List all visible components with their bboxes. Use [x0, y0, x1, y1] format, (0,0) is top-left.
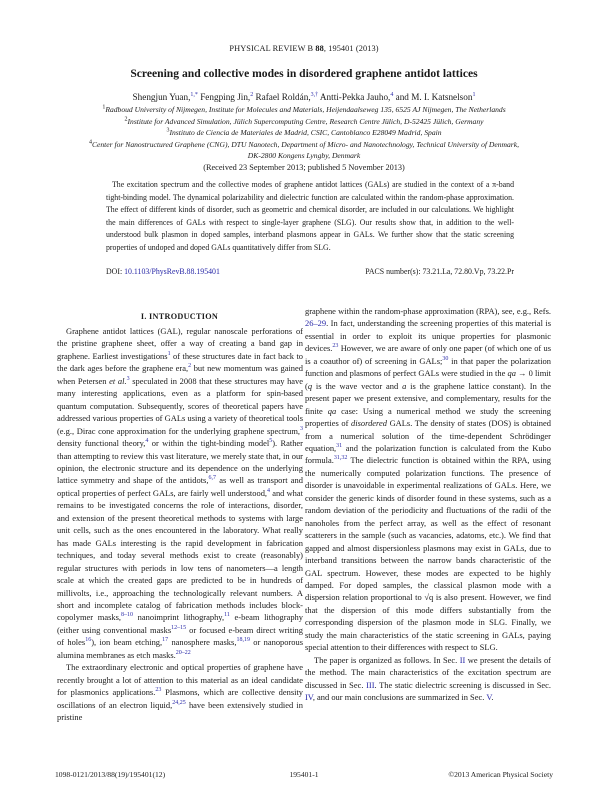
pacs-numbers: PACS number(s): 73.21.La, 72.80.Vp, 73.22.Pr — [365, 267, 514, 276]
affiliation-line: $^2$Institute for Advanced Simulation, Jülich Supercomputing Centre, Research Centre Jülich, D-52425 Jülich, Germany — [124, 116, 484, 126]
section-heading: I. INTRODUCTION — [140, 312, 219, 321]
intro-paragraph-2: The extraordinary electronic and optical properties of graphene have recently brought a lot of attention to this material as an ideal candidate for plasmonics applications.$^{23}$ Plasmons, which are collective density oscillations of an electron liquid,$^{24,25}$ have been extensively studied in pristine — [57, 662, 304, 723]
italic-text: q — [307, 380, 313, 391]
paper-title: Screening and collective modes in disordered graphene antidot lattices — [130, 67, 478, 80]
right-column — [305, 305, 551, 704]
inline-link[interactable]: II — [459, 654, 466, 665]
citation-ref[interactable]: 3 — [300, 425, 303, 432]
doi-link[interactable]: 10.1103/PhysRevB.88.195401 — [124, 267, 220, 276]
affiliations — [0, 104, 608, 162]
citation-ref[interactable]: 24,25 — [172, 699, 186, 706]
author-affiliation-ref[interactable]: 1 — [472, 91, 476, 98]
citation-ref[interactable]: 23 — [155, 687, 162, 694]
citation-ref[interactable]: 30 — [442, 356, 449, 362]
intro-paragraph-1: Graphene antidot lattices (GAL), regular nanoscale perforations of the pristine graphene sheet, offer a way of creating a band gap in graphene. Earliest investigations$^1$ of these structures date in fact back to the dark ages before the graphene era,$^2$ but new momentum was gained when Petersen et al.$^3$ speculated in 2008 that these structures may have many interesting applications, even as a platform for spin-based quantum computation. Subsequently, scores of theoretical papers have addressed various properties of GALs using a variety of theoretical tools (e.g., Dirac cone approximation for the underlying graphene spectrum,$^3$ density functional theory,$^4$ or within the tight-binding model$^5$). Rather than attempting to review this vast literature, we merely state that, in our opinion, the electronic structure and its dependence on the underlying lattice symmetry and shape of the antidots,$^{6,7}$ as well as transport and optical properties of perfect GALs, are fairly well understood,$^4$ and what remains to be investigated concerns the role of interactions, disorder, and extension of the present theoretical methods to systems with large unit cells, such as the ones encountered in the laboratory. What really has made GALs interesting is the rapid development in fabrication techniques, and today several methods exist to create (reasonably) regular structures with periods in low tens of nanometers—a length scale at which the created gaps are predicted to be in hundreds of millivolts, i.e., approaching the technologically relevant numbers. A short and incomplete catalog of fabrication methods includes block-copolymer masks,$^{8-10}$ nanoimprint lithography,$^{11}$ e-beam lithography (either using conventional masks$^{12-15}$ or focused e-beam direct writing of holes$^{16}$), ion beam etching,$^{17}$ nanosphere masks,$^{18,19}$ or nanoporous alumina membranes as etch masks.$^{20-22}$ — [57, 326, 304, 660]
inline-link[interactable]: V — [486, 692, 492, 703]
citation-ref[interactable]: 4 — [145, 438, 149, 445]
citation-ref[interactable]: 18,19 — [236, 637, 250, 644]
citation-ref[interactable]: 5 — [269, 438, 273, 445]
italic-text: qa — [327, 405, 337, 416]
italic-text: qa — [507, 368, 516, 379]
italic-text: et al. — [109, 375, 127, 386]
citation-ref[interactable]: 11 — [224, 612, 230, 619]
citation-ref[interactable]: 20–22 — [175, 649, 191, 656]
footer-code: 1098-0121/2013/88(19)/195401(12) — [55, 770, 166, 779]
citation-ref[interactable]: 8–10 — [120, 612, 133, 619]
author-name: and M. I. Katsnelson — [393, 92, 473, 102]
journal-header — [0, 44, 608, 53]
author-affiliation-ref[interactable]: 1,* — [190, 91, 198, 98]
doi-pacs-row — [106, 267, 514, 276]
doi-label: DOI: — [106, 267, 125, 276]
author-name: Antti-Pekka Jauho, — [318, 92, 391, 102]
citation-ref[interactable]: 23 — [332, 343, 339, 350]
copyright: ©2013 American Physical Society — [448, 770, 553, 779]
italic-text: disordered — [351, 418, 387, 429]
affiliation-line: $^4$Center for Nanostructured Graphene (CNG), DTU Nanotech, Department of Micro- and Nanotechnology, Technical University of Denmark, — [88, 139, 520, 149]
intro-paragraph-4: The paper is organized as follows. In Sec. II we present the details of the method. The main characteristics of the excitation spectrum are discussed in Sec. III. The static dielectric screening is discussed in Sec. IV, and our main conclusions are summarized in Sec. V. — [305, 654, 551, 703]
journal-name: PHYSICAL REVIEW B — [229, 44, 316, 53]
citation-ref[interactable]: 3 — [126, 376, 130, 382]
author-name: Rafael Roldán, — [253, 92, 311, 102]
inline-link[interactable]: III — [366, 679, 375, 690]
citation-ref[interactable]: 2 — [188, 363, 192, 370]
received-dates: (Received 23 September 2013; published 5 November 2013) — [203, 163, 405, 172]
author-affiliation-ref[interactable]: 3,† — [310, 91, 319, 98]
inline-link[interactable]: 26–29 — [305, 318, 327, 329]
intro-paragraph-3: graphene within the random-phase approximation (RPA), see, e.g., Refs. 26–29. In fact, understanding the screening properties of this material is essential in order to exploit its unique properties for plasmonic devices.$^{23}$ However, we are aware of only one paper (of which one of us is a coauthor of) of screening in GALs;$^{30}$ in that paper the polarization function and plasmons of perfect GALs were studied in the qa → 0 limit (q is the wave vector and a is the graphene lattice constant). In the present paper we present extensive, and complementary, results for the finite qa case: Using a numerical method we study the screening properties of disordered GALs. The density of states (DOS) is obtained from a numerical solution of the time-dependent Schrödinger equation,$^{31}$ and the polarization function is calculated from the Kubo formula.$^{31,32}$ The dielectric function is obtained within the RPA, using the numerically computed polarization functions. The presence of disorder is unavoidable in experimental realizations of GALs. Here, we consider the generic kinds of disorder found in these systems, such as a random deviation of the periodicity and fluctuations of the radii of the nanoholes from the perfect array, as well as the effect of resonant scatterers in the sample (such as vacancies, adatoms, etc.). We find that gapped and almost dispersionless plasmons may exist in GALs, due to interband transitions between the narrow bands characteristic of the GAL spectrum. However, these modes are expected to be highly damped. For doped samples, the classical plasmon mode with a dispersion relation proportional to √q is also present. However, we find that the dispersion of this mode differs substantially from the corresponding dispersion of the plasmon mode in SLG. Finally, we study the main characteristics of the static screening in GALs, paying special attention to their differences with respect to SLG. — [305, 306, 551, 653]
citation-ref[interactable]: 6,7 — [208, 475, 216, 482]
page-footer — [55, 770, 553, 779]
citation-ref[interactable]: 1 — [167, 351, 171, 358]
journal-issue: , 195401 (2013) — [323, 44, 379, 53]
author-name: Shengjun Yuan, — [132, 92, 191, 102]
author-affiliation-ref[interactable]: 4 — [390, 91, 394, 98]
inline-link[interactable]: IV — [305, 692, 313, 703]
author-name: Fengping Jin, — [197, 92, 251, 102]
citation-ref[interactable]: 31 — [336, 443, 343, 450]
left-column — [57, 325, 303, 724]
italic-text: a — [402, 380, 407, 391]
citation-ref[interactable]: 17 — [162, 637, 169, 644]
affiliation-line: DK-2800 Kongens Lyngby, Denmark — [247, 151, 361, 161]
citation-ref[interactable]: 16 — [85, 637, 92, 644]
affiliation-line: $^1$Radboud University of Nijmegen, Institute for Molecules and Materials, Heijendaalseweg 135, 6525 AJ Nijmegen, The Netherlands — [102, 104, 506, 114]
journal-volume: 88 — [315, 44, 324, 53]
author-list — [0, 92, 608, 102]
citation-ref[interactable]: 4 — [267, 488, 271, 495]
citation-ref[interactable]: 12–15 — [171, 625, 187, 632]
author-affiliation-ref[interactable]: 2 — [250, 91, 254, 98]
abstract: The excitation spectrum and the collective modes of graphene antidot lattices (GALs) are studied in the context of a π-band tight-binding model. The dynamical polarizability and dielectric function are calculated within the random-phase approximation. The effect of different kinds of disorder, such as geometric and chemical disorder, are included in our calculations. We highlight the main differences of GALs with respect to single-layer graphene (SLG). Our results show that, in addition to the well-understood bulk plasmon in doped samples, interband plasmons appear in GALs. We further show that the static screening properties of undoped and doped GALs quantitatively differ from SLG. — [106, 180, 514, 252]
citation-ref[interactable]: 31,32 — [333, 455, 348, 462]
page-number: 195401-1 — [289, 770, 319, 779]
affiliation-line: $^3$Instituto de Ciencia de Materiales de Madrid, CSIC, Cantoblanco E28049 Madrid, Spain — [166, 127, 442, 138]
